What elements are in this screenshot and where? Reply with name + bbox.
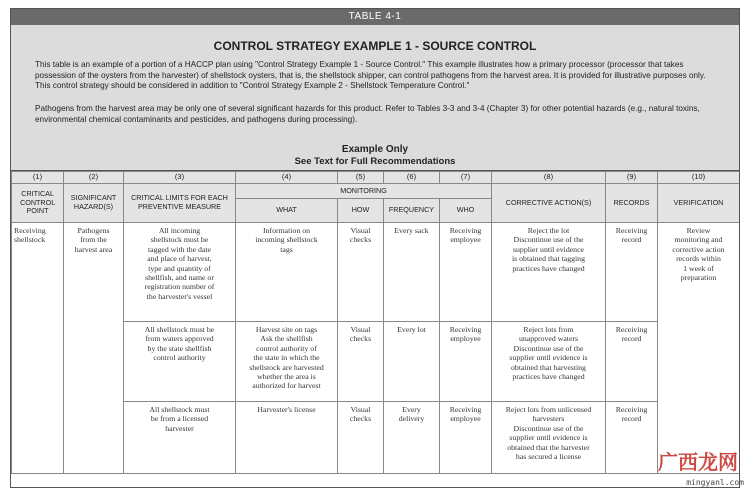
cell-text: Every: [402, 405, 421, 414]
cell-text: Receiving: [449, 325, 482, 334]
cell-text: Information on: [263, 226, 310, 235]
cell-text: Ask the shellfish: [260, 334, 313, 344]
header-text: EACH PREVENTIVE: [137, 193, 228, 211]
cell-text: checks: [349, 334, 372, 344]
cell-text: Reject lots from: [523, 325, 574, 334]
col-number: (1): [12, 172, 64, 184]
header-text: HAZARD(S): [73, 202, 114, 211]
cell-text: checks: [349, 414, 372, 424]
col-number: (3): [124, 172, 236, 184]
cell-text: the harvester's vessel: [146, 291, 213, 301]
cell-text: supplier until evidence is: [509, 353, 588, 363]
cell-what: [236, 322, 338, 402]
cell-text: has secured a license: [515, 452, 582, 462]
cell-corrective: [492, 223, 606, 322]
cell-text: shellfish, and name or: [145, 273, 214, 283]
cell-text: employee: [450, 235, 481, 245]
col-number: (4): [236, 172, 338, 184]
cell-frequency: [384, 223, 440, 322]
cell-how: [338, 322, 384, 402]
cell-text: harvest area: [74, 244, 113, 254]
cell-text: shellstock are harvested: [249, 362, 324, 372]
cell-frequency: [384, 322, 440, 402]
cell-who: [440, 223, 492, 322]
example-only-label: Example Only: [341, 144, 409, 155]
col-number: (2): [64, 172, 124, 184]
cell-text: is obtained that tagging: [512, 254, 585, 264]
cell-text: harvesters: [532, 414, 565, 424]
col-number: (8): [492, 172, 606, 184]
cell-text: corrective action: [672, 244, 725, 254]
cell-who: [440, 402, 492, 474]
cell-text: Discontinue use of the: [513, 423, 584, 433]
header-monitoring: MONITORING: [236, 184, 492, 199]
col-number: (7): [440, 172, 492, 184]
cell-text: supplier until evidence: [512, 244, 585, 254]
header-text: POINT: [26, 206, 49, 216]
cell-text: obtained that harvesting: [511, 362, 586, 372]
cell-text: authorized for harvest: [252, 381, 321, 391]
header-text: SIGNIFICANT: [70, 193, 117, 203]
cell-how: [338, 223, 384, 322]
header-corrective: CORRECTIVE ACTION(S): [492, 184, 606, 223]
cell-how: [338, 402, 384, 474]
cell-text: tags: [280, 244, 293, 254]
cell-verification: [658, 223, 740, 474]
cell-text: monitoring and: [674, 235, 723, 245]
cell-text: All incoming: [158, 226, 201, 235]
table-number-band: TABLE 4-1: [11, 9, 739, 25]
cell-text: record: [621, 235, 642, 245]
cell-text: Receiving: [615, 405, 648, 414]
cell-text: Receiving: [449, 405, 482, 414]
col-number: (6): [384, 172, 440, 184]
cell-text: shellstock: [14, 235, 46, 245]
cell-records: [606, 322, 658, 402]
watermark-logo: 广西龙网: [658, 450, 738, 474]
cell-text: checks: [349, 235, 372, 245]
cell-what: [236, 402, 338, 474]
cell-text: harvester: [165, 423, 194, 433]
cell-text: employee: [450, 414, 481, 424]
cell-limits: [124, 402, 236, 474]
cell-text: Pathogens: [77, 226, 110, 235]
cell-text: obtained that the harvester: [507, 442, 590, 452]
header-what: WHAT: [236, 199, 338, 223]
cell-text: by the state shellfish: [147, 343, 212, 353]
cell-text: practices have changed: [512, 372, 585, 382]
cell-text: type and quantity of: [148, 263, 211, 273]
cell-text: All shellstock must be: [144, 325, 215, 334]
cell-text: shellstock must be: [150, 235, 209, 245]
cell-text: from waters approved: [145, 334, 214, 344]
header-frequency: FREQUENCY: [384, 199, 440, 223]
cell-text: Visual: [350, 226, 371, 235]
cell-text: Visual: [350, 405, 371, 414]
cell-text: and place of harvest,: [147, 254, 212, 264]
cell-text: Receiving: [615, 226, 648, 235]
cell-ccp: [12, 223, 64, 474]
cell-text: from the: [80, 235, 107, 245]
cell-text: Every sack: [394, 226, 429, 235]
cell-text: control authority: [153, 353, 206, 363]
cell-text: record: [621, 334, 642, 344]
cell-text: Discontinue use of the: [513, 235, 584, 245]
header-text: CRITICAL LIMITS FOR: [131, 193, 206, 203]
cell-text: Review: [686, 226, 711, 235]
cell-records: [606, 402, 658, 474]
cell-text: incoming shellstock: [255, 235, 318, 245]
header-critical-limits: [124, 184, 236, 223]
col-number: (5): [338, 172, 384, 184]
col-number: (9): [606, 172, 658, 184]
cell-limits: [124, 322, 236, 402]
cell-text: records within: [676, 254, 721, 264]
cell-text: All shellstock must: [149, 405, 210, 414]
haccp-table-wrapper: [11, 171, 739, 474]
cell-corrective: [492, 322, 606, 402]
cell-text: tagged with the date: [147, 244, 211, 254]
cell-who: [440, 322, 492, 402]
cell-hazard: [64, 223, 124, 474]
intro-paragraph-1: This table is an example of a portion of a HACCP plan using "Control Strategy Example 1 - Source Control." This example illustrates how a primary processor (processor that takes possession of the oysters from the harvester) of shellstock oysters, that is, the shellstock shipper, can control pathogens from the harvest area. It is provided for illustrative purposes only. This control strategy should be considered in addition to "Control Strategy Example 2 - Shellstock Temperature Control.": [35, 60, 706, 91]
cell-text: Visual: [350, 325, 371, 334]
col-number: (10): [658, 172, 740, 184]
cell-text: Harvest site on tags: [255, 325, 318, 334]
watermark-url: mingyanl.com: [686, 478, 744, 487]
cell-text: Harvester's license: [257, 405, 316, 414]
header-row: [12, 184, 740, 199]
document-page: [10, 8, 740, 488]
cell-text: delivery: [398, 414, 425, 424]
intro-box: [11, 25, 739, 171]
cell-text: preparation: [680, 273, 717, 283]
cell-limits: [124, 223, 236, 322]
cell-text: Receiving: [449, 226, 482, 235]
page-title: CONTROL STRATEGY EXAMPLE 1 - SOURCE CONTROL: [213, 39, 537, 53]
header-hazard: [64, 184, 124, 223]
cell-text: the state in which the: [253, 353, 320, 363]
cell-text: registration number of: [144, 282, 215, 292]
header-records: RECORDS: [606, 184, 658, 223]
cell-text: record: [621, 414, 642, 424]
cell-records: [606, 223, 658, 322]
cell-corrective: [492, 402, 606, 474]
cell-text: practices have changed: [512, 263, 585, 273]
cell-text: Every lot: [397, 325, 426, 334]
header-text: MEASURE: [185, 202, 222, 211]
header-verification: VERIFICATION: [658, 184, 740, 223]
cell-text: employee: [450, 334, 481, 344]
cell-text: Discontinue use of the: [513, 343, 584, 353]
cell-text: Reject the lot: [527, 226, 570, 235]
column-number-row: [12, 172, 740, 184]
header-text: CONTROL: [20, 197, 55, 207]
header-who: WHO: [440, 199, 492, 223]
cell-what: [236, 223, 338, 322]
cell-text: control authority of: [256, 343, 317, 353]
cell-text: whether the area is: [257, 372, 316, 382]
header-text: CRITICAL: [21, 189, 54, 199]
see-text-label: See Text for Full Recommendations: [294, 156, 456, 167]
cell-text: Reject lots from unlicensed: [505, 405, 592, 414]
cell-text: unapproved waters: [518, 334, 579, 344]
intro-paragraph-2: Pathogens from the harvest area may be only one of several significant hazards for this product. Refer to Tables 3-3 and 3-4 (Chapter 3) for other potential hazards (e.g., natural toxins, environmental chemical contaminants and pesticides, and pathogens during processing).: [35, 104, 700, 124]
header-how: HOW: [338, 199, 384, 223]
cell-text: Receiving: [615, 325, 648, 334]
cell-frequency: [384, 402, 440, 474]
cell-text: Receiving: [14, 226, 46, 235]
header-ccp: [12, 184, 64, 223]
cell-text: be from a licensed: [150, 414, 209, 424]
haccp-table: [11, 171, 740, 474]
table-row: [12, 223, 740, 322]
cell-text: supplier until evidence is: [509, 433, 588, 443]
cell-text: 1 week of: [683, 263, 714, 273]
